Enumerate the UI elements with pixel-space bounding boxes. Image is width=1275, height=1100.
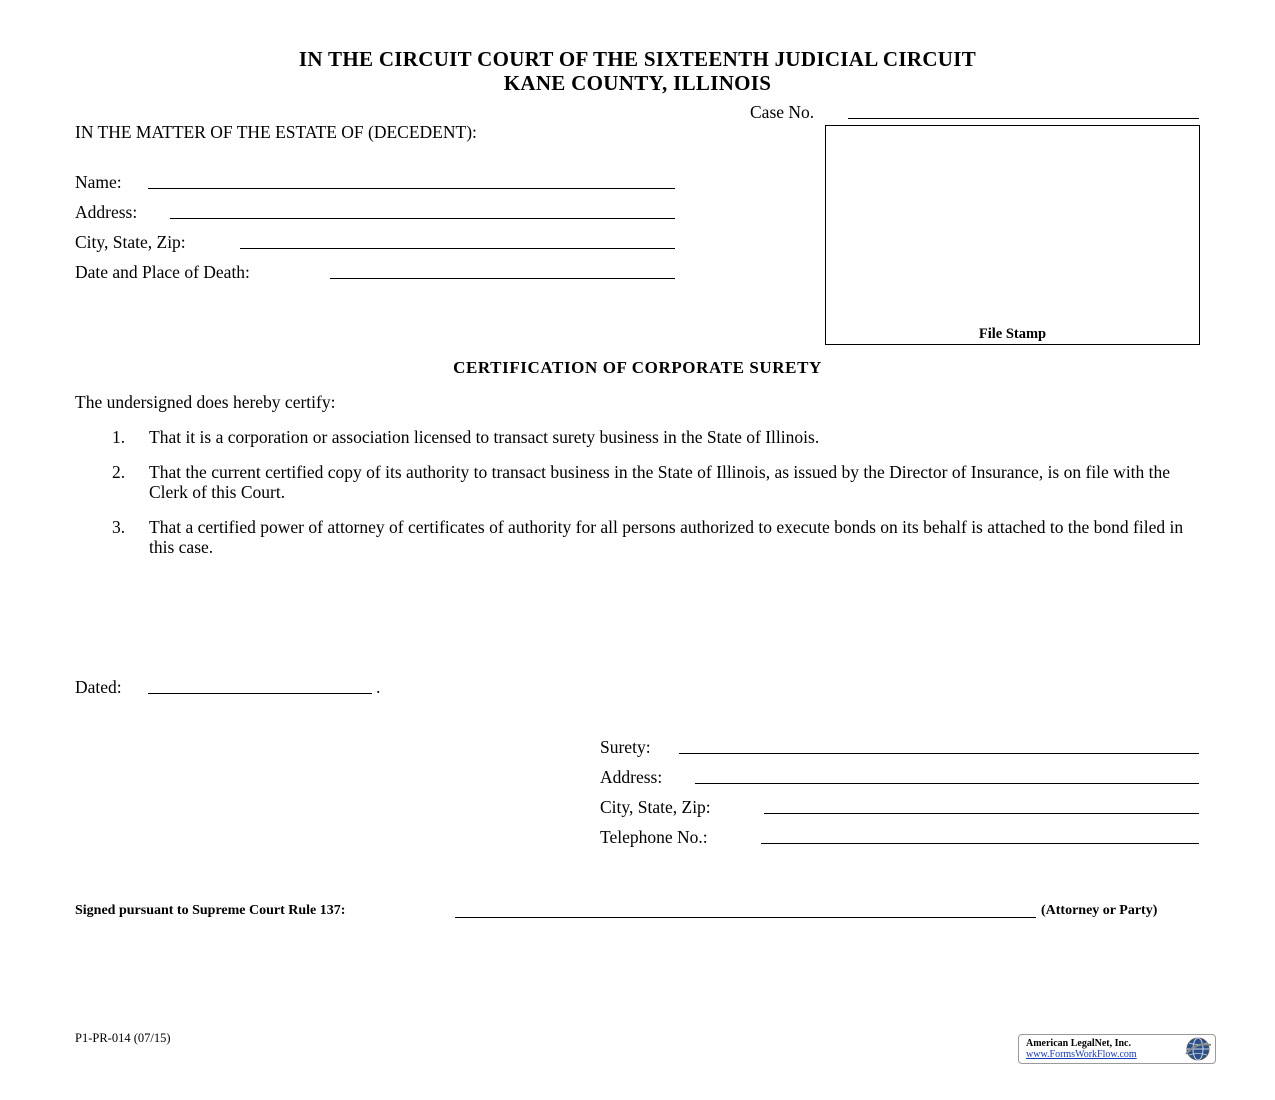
file-stamp-box <box>825 125 1200 345</box>
signature-field[interactable] <box>455 917 1036 918</box>
surety-address-field[interactable] <box>695 783 1199 784</box>
dated-label: Dated: <box>75 677 122 697</box>
publisher-badge[interactable] <box>1018 1034 1216 1064</box>
item-text: That it is a corporation or association licensed to transact surety business in the State of Illinois. <box>149 427 820 447</box>
court-title-line1: IN THE CIRCUIT COURT OF THE SIXTEENTH JUDICIAL CIRCUIT <box>298 47 977 71</box>
case-number-label: Case No. <box>750 102 815 122</box>
surety-label: Surety: <box>600 737 651 757</box>
item-number: 1. <box>112 427 126 447</box>
matter-heading: IN THE MATTER OF THE ESTATE OF (DECEDENT): <box>75 122 477 142</box>
signature-role: (Attorney or Party) <box>1041 903 1158 918</box>
decedent-death-field[interactable] <box>330 278 675 279</box>
item-number: 2. <box>112 462 126 482</box>
decedent-address-label: Address: <box>75 202 138 222</box>
surety-address-label: Address: <box>600 767 663 787</box>
decedent-city-label: City, State, Zip: <box>75 232 186 252</box>
form-number: P1-PR-014 (07/15) <box>75 1031 171 1045</box>
decedent-address-field[interactable] <box>170 218 675 219</box>
dated-field[interactable] <box>148 693 372 694</box>
decedent-death-label: Date and Place of Death: <box>75 262 250 282</box>
surety-city-label: City, State, Zip: <box>600 797 711 817</box>
decedent-name-label: Name: <box>75 172 122 192</box>
surety-field[interactable] <box>679 753 1199 754</box>
decedent-name-field[interactable] <box>148 188 675 189</box>
court-title-line2: KANE COUNTY, ILLINOIS <box>503 71 772 95</box>
publisher-name: American LegalNet, Inc. <box>1026 1038 1131 1049</box>
globe-icon <box>1184 1036 1212 1062</box>
surety-phone-label: Telephone No.: <box>600 827 708 847</box>
item-text: That a certified power of attorney of certificates of authority for all persons authorized to execute bonds on its behalf is attached to the bond filed in this case. <box>149 517 1184 557</box>
surety-phone-field[interactable] <box>761 843 1199 844</box>
certify-intro: The undersigned does hereby certify: <box>75 392 336 412</box>
item-text: That the current certified copy of its authority to transact business in the State of Illinois, as issued by the Director of Insurance, is on file with the Clerk of this Court. <box>149 462 1171 502</box>
document-title: CERTIFICATION OF CORPORATE SURETY <box>453 358 822 377</box>
signature-label: Signed pursuant to Supreme Court Rule 137: <box>75 903 346 918</box>
publisher-link[interactable]: www.FormsWorkFlow.com <box>1026 1049 1137 1060</box>
dated-period: . <box>376 677 381 697</box>
case-number-field[interactable] <box>848 118 1199 119</box>
file-stamp-label: File Stamp <box>978 326 1047 342</box>
item-number: 3. <box>112 517 126 537</box>
surety-city-field[interactable] <box>764 813 1199 814</box>
decedent-city-field[interactable] <box>240 248 675 249</box>
